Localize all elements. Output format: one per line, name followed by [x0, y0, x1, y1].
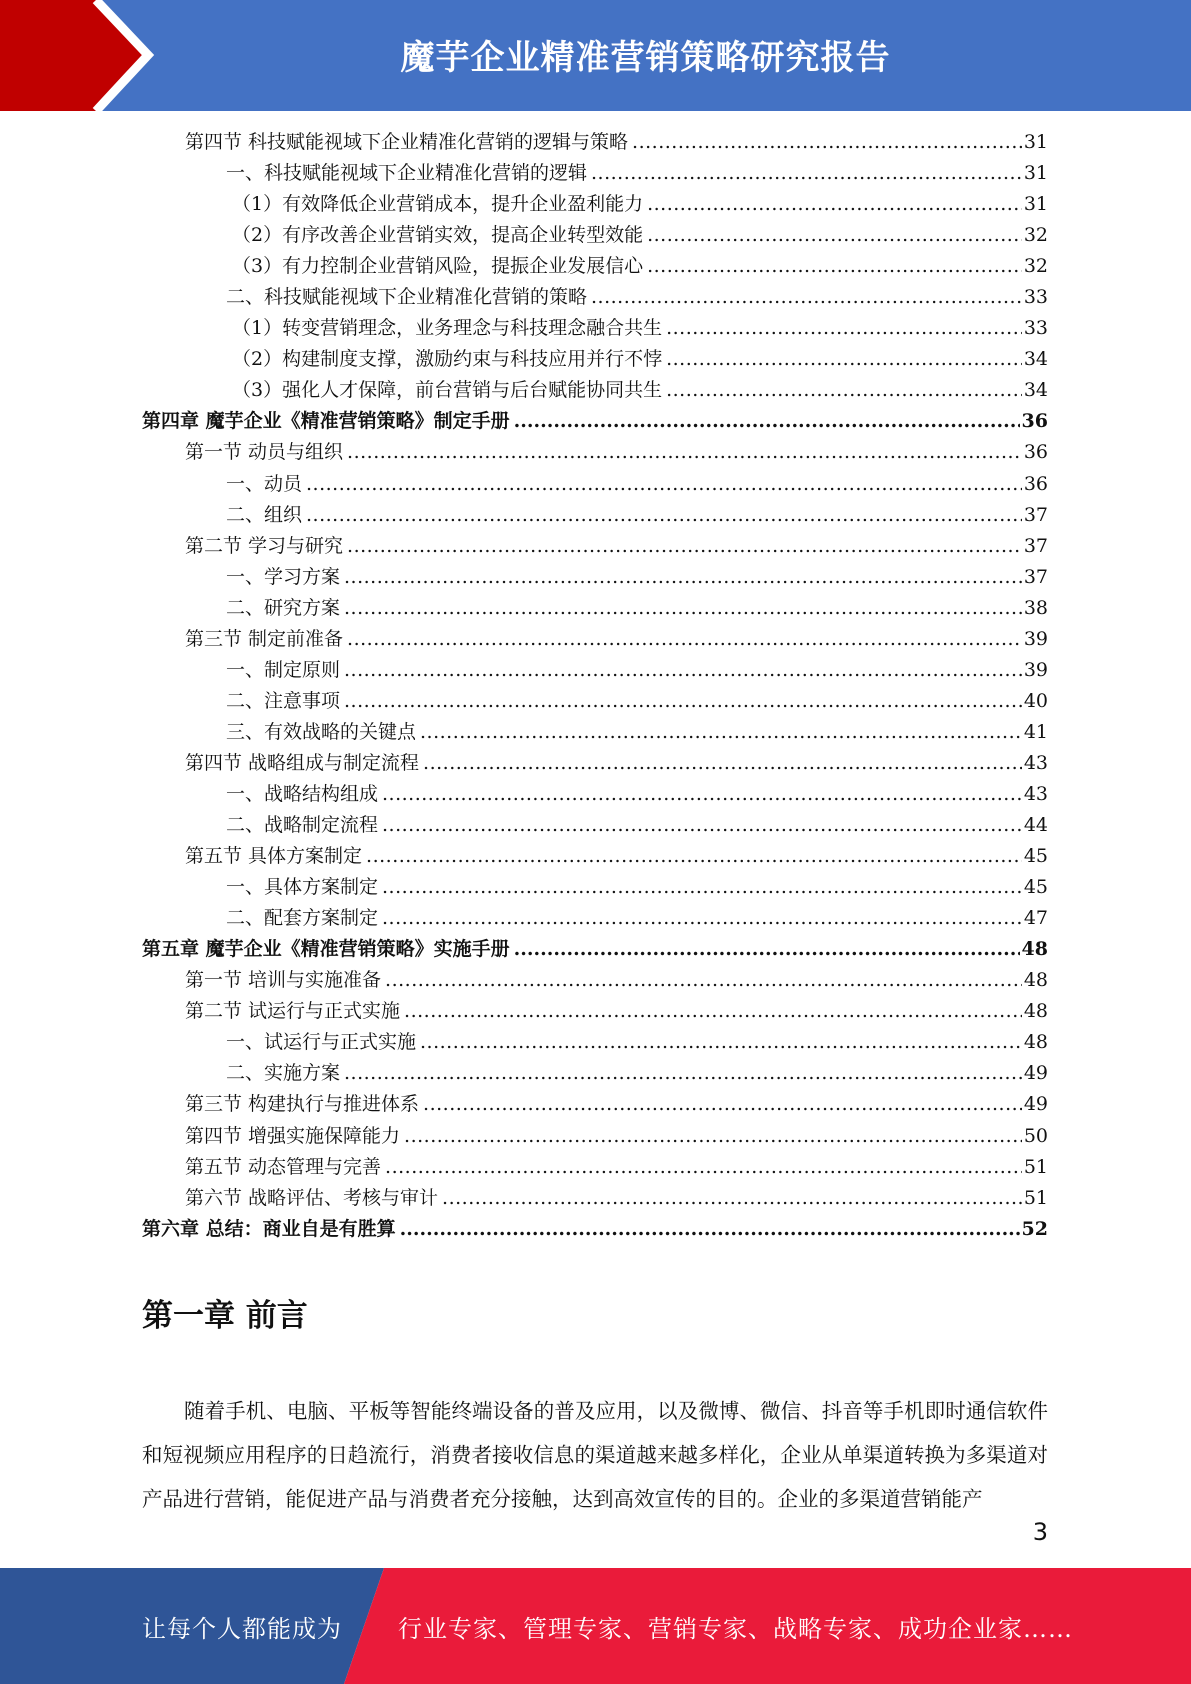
toc-entry-page: 49 — [1023, 1062, 1048, 1085]
toc-dot-leader — [404, 996, 1022, 1027]
toc-entry[interactable] — [142, 531, 1048, 562]
toc-dot-leader — [666, 344, 1022, 375]
toc-entry-title: 二、组织 — [226, 503, 303, 526]
toc-entry-page: 36 — [1021, 410, 1048, 433]
toc-entry-page: 43 — [1023, 783, 1048, 805]
toc-entry[interactable] — [142, 1183, 1048, 1214]
toc-dot-leader — [632, 127, 1022, 158]
page-footer — [0, 1568, 1191, 1684]
toc-entry[interactable] — [142, 158, 1048, 189]
toc-entry-page: 39 — [1023, 627, 1048, 650]
toc-dot-leader — [647, 251, 1022, 282]
toc-dot-leader — [347, 531, 1022, 562]
toc-entry[interactable] — [142, 934, 1048, 965]
toc-dot-leader — [347, 624, 1022, 655]
toc-entry[interactable] — [142, 437, 1048, 468]
toc-entry-page: 38 — [1023, 596, 1048, 619]
toc-entry[interactable] — [142, 624, 1048, 655]
toc-entry-title: （1）有效降低企业营销成本，提升企业盈利能力 — [232, 193, 644, 216]
toc-entry-page: 45 — [1023, 845, 1048, 868]
toc-entry-page: 33 — [1023, 286, 1048, 309]
toc-entry-page: 37 — [1023, 503, 1048, 526]
toc-entry-page: 37 — [1023, 534, 1048, 557]
toc-entry-title: 第四节 科技赋能视域下企业精准化营销的逻辑与策略 — [185, 131, 629, 154]
toc-entry-title: 二、注意事项 — [226, 689, 341, 712]
toc-entry[interactable] — [142, 500, 1048, 531]
toc-entry[interactable] — [142, 251, 1048, 282]
toc-entry-title: 第一节 动员与组织 — [185, 441, 344, 464]
toc-dot-leader — [344, 1058, 1022, 1089]
toc-entry-title: 一、制定原则 — [226, 658, 341, 681]
toc-entry-title: 一、动员 — [226, 472, 303, 495]
chapter-heading: 第一章 前言 — [142, 1298, 308, 1334]
page-number: 3 — [1032, 1518, 1048, 1546]
toc-entry-page: 33 — [1023, 317, 1048, 340]
toc-dot-leader — [423, 1089, 1022, 1120]
page-header — [0, 0, 1191, 111]
toc-entry-page: 48 — [1023, 969, 1048, 992]
toc-entry-page: 48 — [1023, 1031, 1048, 1054]
toc-entry-title: 第四节 战略组成与制定流程 — [185, 751, 420, 774]
toc-entry[interactable] — [142, 965, 1048, 996]
toc-entry-page: 44 — [1023, 814, 1048, 837]
toc-dot-leader — [344, 686, 1022, 717]
toc-entry-title: 二、实施方案 — [226, 1062, 341, 1085]
toc-entry-page: 36 — [1023, 441, 1048, 464]
toc-entry-title: 第四节 增强实施保障能力 — [185, 1124, 401, 1147]
toc-dot-leader — [306, 500, 1022, 531]
toc-entry-title: 一、战略结构组成 — [226, 783, 379, 805]
toc-dot-leader — [382, 810, 1022, 841]
toc-entry[interactable] — [142, 1027, 1048, 1058]
toc-entry-page: 47 — [1023, 907, 1048, 930]
toc-entry-title: （2）构建制度支撑，激励约束与科技应用并行不悖 — [232, 348, 663, 371]
toc-entry-title: （3）有力控制企业营销风险，提振企业发展信心 — [232, 255, 644, 278]
toc-entry[interactable] — [142, 810, 1048, 841]
toc-entry-title: 一、试运行与正式实施 — [226, 1031, 417, 1054]
toc-entry[interactable] — [142, 717, 1048, 748]
toc-entry-page: 50 — [1023, 1124, 1048, 1147]
toc-entry-page: 52 — [1021, 1217, 1048, 1240]
toc-entry-title: 二、配套方案制定 — [226, 907, 379, 930]
toc-dot-leader — [591, 158, 1022, 189]
toc-entry-title: 第五章 魔芋企业《精准营销策略》实施手册 — [142, 938, 510, 961]
toc-entry-title: 第五节 动态管理与完善 — [185, 1155, 382, 1178]
toc-dot-leader — [382, 872, 1022, 903]
toc-dot-leader — [385, 965, 1022, 996]
toc-entry-page: 48 — [1021, 938, 1048, 961]
toc-entry[interactable] — [142, 1214, 1048, 1245]
toc-entry-page: 48 — [1023, 1000, 1048, 1023]
toc-entry[interactable] — [142, 375, 1048, 406]
toc-entry-page: 41 — [1023, 720, 1048, 743]
toc-entry-title: 二、科技赋能视域下企业精准化营销的策略 — [226, 286, 588, 309]
toc-entry-title: 一、科技赋能视域下企业精准化营销的逻辑 — [226, 162, 588, 185]
toc-entry-page: 32 — [1023, 224, 1048, 247]
toc-entry-page: 51 — [1023, 1186, 1048, 1209]
toc-entry[interactable] — [142, 996, 1048, 1027]
toc-entry-title: （2）有序改善企业营销实效，提高企业转型效能 — [232, 224, 644, 247]
toc-entry-page: 40 — [1023, 689, 1048, 712]
toc-entry[interactable] — [142, 686, 1048, 717]
toc-entry[interactable] — [142, 655, 1048, 686]
toc-dot-leader — [382, 903, 1022, 934]
toc-dot-leader — [647, 189, 1022, 220]
toc-entry-title: 第三节 制定前准备 — [185, 627, 344, 650]
toc-dot-leader — [514, 934, 1020, 965]
toc-entry-page: 31 — [1023, 131, 1048, 154]
toc-entry-page: 43 — [1023, 751, 1048, 774]
toc-entry-page: 39 — [1023, 658, 1048, 681]
toc-entry[interactable] — [142, 189, 1048, 220]
toc-entry[interactable] — [142, 779, 1048, 810]
toc-dot-leader — [344, 593, 1022, 624]
toc-entry[interactable] — [142, 220, 1048, 251]
toc-entry[interactable] — [142, 562, 1048, 593]
toc-entry-page: 34 — [1023, 348, 1048, 371]
toc-dot-leader — [647, 220, 1022, 251]
toc-dot-leader — [344, 655, 1022, 686]
toc-dot-leader — [385, 1152, 1022, 1183]
toc-entry[interactable] — [142, 1121, 1048, 1152]
toc-entry-title: 二、战略制定流程 — [226, 814, 379, 837]
footer-slogan-right: 行业专家、管理专家、营销专家、战略专家、成功企业家…… — [398, 1615, 1073, 1643]
toc-entry[interactable] — [142, 313, 1048, 344]
toc-dot-leader — [420, 1027, 1022, 1058]
toc-dot-leader — [366, 841, 1022, 872]
toc-dot-leader — [344, 562, 1022, 593]
toc-entry-title: 第一节 培训与实施准备 — [185, 969, 382, 992]
toc-entry[interactable] — [142, 127, 1048, 158]
toc-dot-leader — [514, 406, 1020, 437]
toc-dot-leader — [400, 1214, 1020, 1245]
toc-entry[interactable] — [142, 344, 1048, 375]
toc-entry[interactable] — [142, 841, 1048, 872]
toc-entry-title: 第二节 学习与研究 — [185, 534, 344, 557]
toc-entry-title: 一、具体方案制定 — [226, 876, 379, 899]
body-paragraph: 随着手机、电脑、平板等智能终端设备的普及应用，以及微博、微信、抖音等手机即时通信软件和短视频应用程序的日趋流行，消费者接收信息的渠道越来越多样化，企业从单渠道转换为多渠道对产品进行营销，能促进产品与消费者充分接触，达到高效宣传的目的。企业的多渠道营销能产 — [142, 1399, 1048, 1511]
toc-entry[interactable] — [142, 1089, 1048, 1120]
toc-entry[interactable] — [142, 748, 1048, 779]
toc-dot-leader — [666, 313, 1022, 344]
toc-entry[interactable] — [142, 406, 1048, 437]
toc-entry-page: 36 — [1023, 472, 1048, 495]
toc-entry-page: 37 — [1023, 565, 1048, 588]
toc-entry-title: 第六章 总结：商业自是有胜算 — [142, 1217, 396, 1240]
toc-entry-page: 31 — [1023, 193, 1048, 216]
toc-entry-page: 32 — [1023, 255, 1048, 278]
toc-dot-leader — [420, 717, 1022, 748]
toc-entry-page: 51 — [1023, 1155, 1048, 1178]
toc-entry-title: 第六节 战略评估、考核与审计 — [185, 1186, 439, 1209]
document-title: 魔芋企业精准营销策略研究报告 — [400, 38, 891, 78]
footer-slogan-left: 让每个人都能成为 — [142, 1615, 342, 1643]
toc-dot-leader — [442, 1183, 1022, 1214]
toc-entry-title: 二、研究方案 — [226, 596, 341, 619]
toc-dot-leader — [666, 375, 1022, 406]
toc-entry-page: 31 — [1023, 162, 1048, 185]
toc-entry[interactable] — [142, 469, 1048, 500]
toc-entry-title: 第二节 试运行与正式实施 — [185, 1000, 401, 1023]
toc-entry-title: 第五节 具体方案制定 — [185, 845, 363, 868]
toc-dot-leader — [404, 1121, 1022, 1152]
toc-entry-title: 一、学习方案 — [226, 565, 341, 588]
toc-entry[interactable] — [142, 1152, 1048, 1183]
toc-entry[interactable] — [142, 593, 1048, 624]
toc-entry[interactable] — [142, 282, 1048, 313]
toc-entry[interactable] — [142, 903, 1048, 934]
toc-entry-title: （1）转变营销理念，业务理念与科技理念融合共生 — [232, 317, 663, 340]
toc-dot-leader — [382, 779, 1022, 810]
toc-dot-leader — [423, 748, 1022, 779]
toc-entry-title: 第四章 魔芋企业《精准营销策略》制定手册 — [142, 410, 510, 433]
toc-dot-leader — [591, 282, 1022, 313]
toc-entry-title: 三、有效战略的关键点 — [226, 720, 417, 743]
toc-dot-leader — [347, 437, 1022, 468]
toc-entry-title: 第三节 构建执行与推进体系 — [185, 1093, 420, 1116]
toc-entry[interactable] — [142, 1058, 1048, 1089]
toc-dot-leader — [306, 469, 1022, 500]
toc-entry[interactable] — [142, 872, 1048, 903]
toc-entry-page: 45 — [1023, 876, 1048, 899]
table-of-contents — [142, 127, 1048, 1245]
toc-entry-title: （3）强化人才保障，前台营销与后台赋能协同共生 — [232, 379, 663, 402]
toc-entry-page: 34 — [1023, 379, 1048, 402]
toc-entry-page: 49 — [1023, 1093, 1048, 1116]
